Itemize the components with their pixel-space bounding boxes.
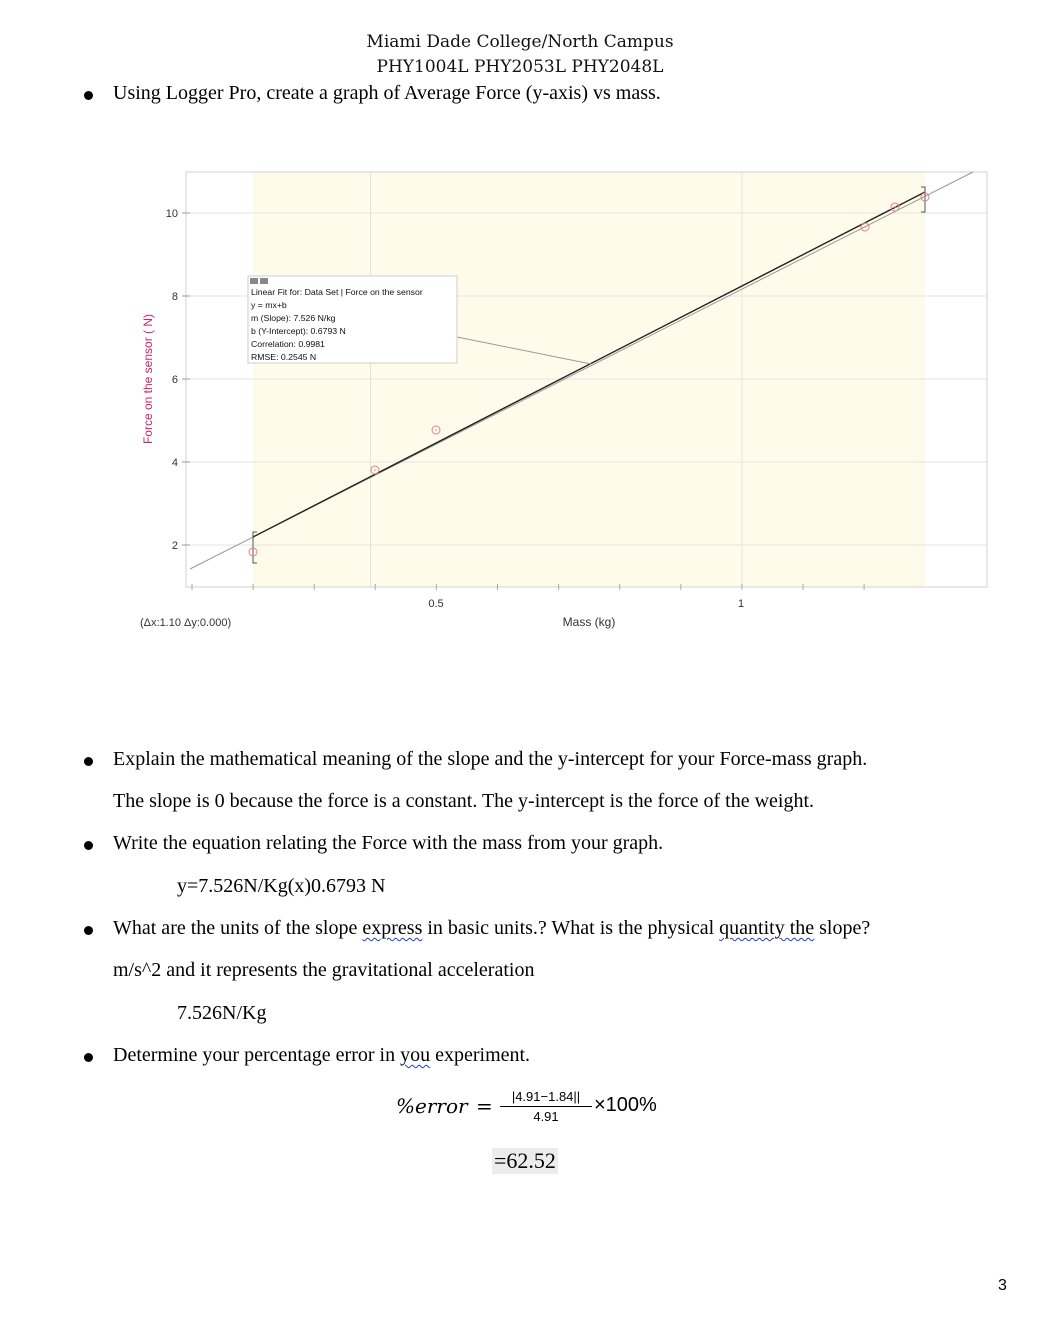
bullet-slope-meaning-question: Explain the mathematical meaning of the slope and the y-intercept for your Force-mass graph. [113, 748, 868, 770]
fit-box-rmse: RMSE: 0.2545 N [251, 352, 317, 362]
bullet-dot [84, 841, 93, 850]
fit-box-equation: y = mx+b [251, 300, 287, 310]
formula-denominator: 4.91 [533, 1109, 559, 1124]
formula-equals: = [476, 1094, 493, 1118]
header-institution: Miami Dade College/North Campus [366, 32, 674, 52]
header-course-codes: PHY1004L PHY2053L PHY2048L [376, 57, 664, 77]
bullet-dot [84, 1053, 93, 1062]
bullet-equation-question: Write the equation relating the Force with the mass from your graph. [113, 832, 664, 854]
y-tick-label: 2 [171, 540, 178, 552]
spellcheck-quantity-the: quantity the [719, 917, 815, 939]
units-answer: m/s^2 and it represents the gravitational acceleration [113, 959, 535, 981]
fit-box-handle[interactable] [260, 278, 268, 284]
equation-answer: y=7.526N/Kg(x)0.6793 N [177, 875, 386, 897]
data-point-center [435, 429, 437, 431]
slope-meaning-answer: The slope is 0 because the force is a constant. The y-intercept is the force of the weight. [113, 790, 815, 812]
x-tick-label: 1 [737, 598, 745, 610]
y-tick-label: 8 [171, 291, 178, 303]
bullet-dot [84, 91, 93, 100]
spellcheck-express: express [362, 917, 423, 939]
x-tick-label: 0.5 [428, 598, 444, 610]
bullet-graph-instruction: Using Logger Pro, create a graph of Average Force (y-axis) vs mass. [113, 82, 661, 104]
fit-box-title: Linear Fit for: Data Set | Force on the sensor [251, 287, 423, 297]
bullet-dot [84, 926, 93, 935]
spellcheck-you: you [400, 1044, 431, 1066]
fit-box-correlation: Correlation: 0.9981 [251, 339, 325, 349]
data-point-center [894, 206, 896, 208]
x-axis-label: Mass (kg) [562, 615, 616, 629]
y-tick-label: 6 [171, 374, 178, 386]
fraction-bar [500, 1106, 592, 1107]
delta-readout: (Δx:1.10 Δy:0.000) [140, 617, 232, 629]
y-tick-label: 4 [171, 457, 178, 469]
force-mass-chart[interactable] [130, 165, 1000, 645]
bullet-units-question: What are the units of the slope express in basic units.? What is the physical quantity the slope? [113, 917, 871, 939]
page-number: 3 [998, 1277, 1007, 1294]
fit-box-handle[interactable] [250, 278, 258, 284]
bullet-dot [84, 757, 93, 766]
formula-lhs: %error [396, 1094, 468, 1118]
formula-multiplier: ×100% [594, 1094, 657, 1116]
formula-numerator: |4.91−1.84|| [511, 1089, 581, 1104]
data-point-center [864, 226, 866, 228]
y-tick-label: 10 [165, 208, 178, 220]
fit-box-intercept: b (Y-Intercept): 0.6793 N [251, 326, 346, 336]
data-point-center [374, 469, 376, 471]
y-axis-label: Force on the sensor ( N) [141, 313, 155, 445]
data-point-center [252, 551, 254, 553]
fit-box-slope: m (Slope): 7.526 N/kg [251, 313, 336, 323]
slope-value-answer: 7.526N/Kg [177, 1002, 267, 1024]
percent-error-result: =62.52 [494, 1148, 556, 1173]
bullet-percent-error-question: Determine your percentage error in you experiment. [113, 1044, 531, 1066]
data-point-center [924, 196, 926, 198]
